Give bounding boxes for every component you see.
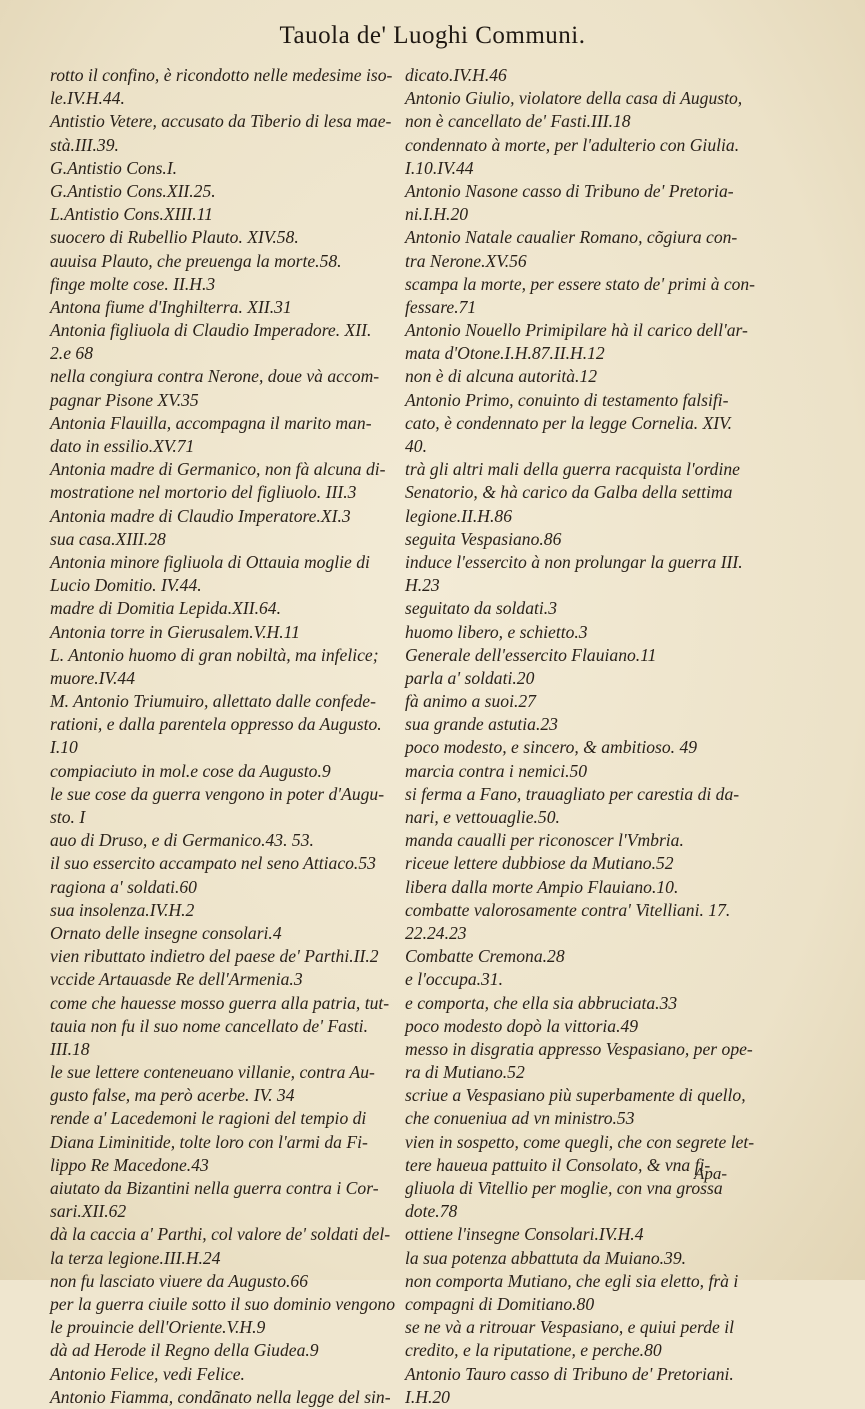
index-line: scampa la morte, per essere stato de' primi à con- bbox=[405, 273, 755, 294]
index-line: nella congiura contra Nerone, doue và accom- bbox=[50, 366, 380, 387]
index-line: G.Antistio Cons.XII.25. bbox=[50, 180, 216, 201]
index-line: madre di Domitia Lepida.XII.64. bbox=[50, 598, 281, 619]
index-line: ra di Mutiano.52 bbox=[405, 1062, 525, 1083]
index-line: sua grande astutia.23 bbox=[405, 714, 558, 735]
index-line: muore.IV.44 bbox=[50, 667, 136, 688]
index-line: dà la caccia a' Parthi, col valore de' soldati del- bbox=[50, 1224, 391, 1245]
index-line: G.Antistio Cons.I. bbox=[50, 157, 178, 178]
index-line: Antistio Vetere, accusato da Tiberio di lesa mae- bbox=[50, 111, 392, 132]
index-line: Antonio Felice, vedi Felice. bbox=[50, 1363, 245, 1384]
index-line: il suo essercito accampato nel seno Attiaco.53 bbox=[50, 853, 376, 874]
index-line: Antonia madre di Germanico, non fà alcuna di- bbox=[50, 459, 386, 480]
index-line: Ornato delle insegne consolari.4 bbox=[50, 922, 282, 943]
index-line: auuisa Plauto, che preuenga la morte.58. bbox=[50, 250, 342, 271]
index-line: lippo Re Macedone.43 bbox=[50, 1154, 209, 1175]
index-line: L.Antistio Cons.XIII.11 bbox=[50, 204, 213, 225]
index-line: Antonio Nouello Primipilare hà il carico dell'ar- bbox=[405, 320, 748, 341]
index-line: la sua potenza abbattuta da Muiano.39. bbox=[405, 1247, 687, 1268]
index-line: vien in sospetto, come quegli, che con segrete let- bbox=[405, 1131, 755, 1152]
index-line: messo in disgratia appresso Vespasiano, per ope- bbox=[405, 1038, 753, 1059]
index-line: Antonia torre in Gierusalem.V.H.11 bbox=[50, 621, 300, 642]
index-line: 40. bbox=[405, 436, 427, 456]
index-line: le prouincie dell'Oriente.V.H.9 bbox=[50, 1317, 266, 1338]
index-line: finge molte cose. II.H.3 bbox=[50, 273, 216, 294]
index-line: non è cancellato de' Fasti.III.18 bbox=[405, 111, 631, 132]
index-line: non è di alcuna autorità.12 bbox=[405, 366, 598, 387]
index-line: tra Nerone.XV.56 bbox=[405, 250, 527, 271]
index-line: gliuola di Vitellio per moglie, con vna grossa bbox=[405, 1178, 723, 1198]
index-line: dicato.IV.H.46 bbox=[405, 65, 507, 85]
index-line: suocero di Rubellio Plauto. XIV.58. bbox=[50, 227, 299, 248]
index-line: la terza legione.III.H.24 bbox=[50, 1247, 221, 1268]
index-line: come che hauesse mosso guerra alla patria, tut- bbox=[50, 992, 390, 1013]
right-column bbox=[405, 64, 755, 1409]
index-line: rotto il confino, è ricondotto nelle medesime iso- bbox=[50, 65, 393, 85]
index-line: Lucio Domitio. IV.44. bbox=[50, 575, 202, 596]
index-line: seguita Vespasiano.86 bbox=[405, 528, 562, 549]
index-line: e l'occupa.31. bbox=[405, 969, 504, 990]
index-line: se ne và a ritrouar Vespasiano, e quiui perde il bbox=[405, 1317, 735, 1338]
index-line: 22.24.23 bbox=[405, 922, 467, 943]
index-line: manda caualli per riconoscer l'Vmbria. bbox=[405, 830, 684, 851]
index-line: H.23 bbox=[405, 575, 440, 596]
catchword: Apa- bbox=[694, 1164, 728, 1183]
index-line: auo di Druso, e di Germanico.43. 53. bbox=[50, 830, 314, 851]
index-line: M. Antonio Triumuiro, allettato dalle confede- bbox=[50, 691, 376, 712]
index-line: Generale dell'essercito Flauiano.11 bbox=[405, 644, 657, 665]
index-line: Antona fiume d'Inghilterra. XII.31 bbox=[50, 296, 292, 317]
index-line: combatte valorosamente contra' Vitelliani. 17. bbox=[405, 899, 731, 920]
index-line: nari, e vettouaglie.50. bbox=[405, 807, 560, 827]
index-line: Antonio Giulio, violatore della casa di Augusto, bbox=[405, 88, 743, 109]
index-line: poco modesto, e sincero, & ambitioso. 49 bbox=[405, 737, 698, 758]
index-line: dote.78 bbox=[405, 1201, 458, 1222]
index-line: pagnar Pisone XV.35 bbox=[50, 389, 199, 410]
index-line: le sue lettere conteneuano villanie, contra Au- bbox=[50, 1062, 375, 1083]
index-line: che conueniua ad vn ministro.53 bbox=[405, 1108, 635, 1129]
index-line: tere haueua pattuito il Consolato, & vna fi- bbox=[405, 1154, 711, 1175]
index-line: Antonio Nasone casso di Tribuno de' Pretoria- bbox=[405, 180, 734, 201]
index-line: Antonio Tauro casso di Tribuno de' Pretoriani. bbox=[405, 1363, 734, 1384]
index-line: Diana Liminitide, tolte loro con l'armi da Fi- bbox=[50, 1131, 368, 1152]
index-line: vien ributtato indietro del paese de' Parthi.II.2 bbox=[50, 946, 379, 967]
index-line: Antonia figliuola di Claudio Imperadore. XII. bbox=[50, 320, 372, 341]
index-line: ottiene l'insegne Consolari.IV.H.4 bbox=[405, 1224, 644, 1245]
index-line: credito, e la riputatione, e perche.80 bbox=[405, 1340, 662, 1361]
index-line: tauia non fu il suo nome cancellato de' Fasti. bbox=[50, 1015, 368, 1036]
index-line: Senatorio, & hà carico da Galba della settima bbox=[405, 482, 733, 503]
index-line: aiutato da Bizantini nella guerra contra i Cor- bbox=[50, 1178, 379, 1198]
index-line: legione.II.H.86 bbox=[405, 505, 512, 526]
index-line: I.H.20 bbox=[405, 1386, 450, 1407]
index-line: non fu lasciato viuere da Augusto.66 bbox=[50, 1270, 309, 1291]
index-line: rationi, e dalla parentela oppresso da Augusto. bbox=[50, 714, 382, 735]
index-line: compagni di Domitiano.80 bbox=[405, 1293, 595, 1314]
index-line: L. Antonio huomo di gran nobiltà, ma infelice; bbox=[50, 644, 379, 665]
index-line: cato, è condennato per la legge Cornelia. XIV. bbox=[405, 412, 733, 433]
index-line: marcia contra i nemici.50 bbox=[405, 760, 588, 781]
index-line: stà.III.39. bbox=[50, 134, 119, 155]
index-line: Antonio Natale caualier Romano, cõgiura con- bbox=[405, 227, 738, 248]
index-line: si ferma a Fano, trauagliato per carestia di da- bbox=[405, 783, 740, 804]
index-line: mostratione nel mortorio del figliuolo. III.3 bbox=[50, 482, 357, 503]
index-line: non comporta Mutiano, che egli sia eletto, frà i bbox=[405, 1270, 739, 1291]
index-line: poco modesto dopò la vittoria.49 bbox=[405, 1015, 639, 1036]
index-line: parla a' soldati.20 bbox=[405, 667, 535, 688]
index-line: mata d'Otone.I.H.87.II.H.12 bbox=[405, 343, 605, 364]
index-line: Antonia minore figliuola di Ottauia moglie di bbox=[50, 551, 370, 572]
index-line: 2.e 68 bbox=[50, 343, 93, 364]
index-line: le.IV.H.44. bbox=[50, 88, 125, 109]
index-line: per la guerra ciuile sotto il suo dominio vengono bbox=[50, 1293, 396, 1314]
index-line: I.10.IV.44 bbox=[405, 157, 474, 178]
index-line: scriue a Vespasiano più superbamente di quello, bbox=[405, 1085, 746, 1106]
index-line: compiaciuto in mol.e cose da Augusto.9 bbox=[50, 760, 331, 781]
index-line: dà ad Herode il Regno della Giudea.9 bbox=[50, 1340, 319, 1361]
index-line: ni.I.H.20 bbox=[405, 204, 469, 225]
index-line: seguitato da soldati.3 bbox=[405, 598, 557, 619]
index-line: I.10 bbox=[50, 737, 78, 758]
index-line: condennato à morte, per l'adulterio con Giulia. bbox=[405, 134, 740, 155]
index-line: Antonia Flauilla, accompagna il marito man- bbox=[50, 412, 372, 433]
index-line: sua insolenza.IV.H.2 bbox=[50, 899, 195, 920]
index-line: gusto false, ma però acerbe. IV. 34 bbox=[50, 1085, 295, 1106]
index-line: Antonio Fiamma, condãnato nella legge del sin- bbox=[50, 1386, 391, 1407]
index-line: fà animo a suoi.27 bbox=[405, 691, 536, 712]
index-line: sua casa.XIII.28 bbox=[50, 528, 166, 549]
index-line: vccide Artauasde Re dell'Armenia.3 bbox=[50, 969, 303, 990]
left-column bbox=[50, 64, 400, 1409]
index-line: sto. I bbox=[50, 807, 86, 827]
index-line: libera dalla morte Ampio Flauiano.10. bbox=[405, 876, 679, 897]
index-line: Antonia madre di Claudio Imperatore.XI.3 bbox=[50, 505, 351, 526]
page-title: Tauola de' Luoghi Communi. bbox=[279, 22, 586, 49]
index-line: induce l'essercito à non prolungar la guerra III. bbox=[405, 551, 743, 572]
index-line: rende a' Lacedemoni le ragioni del tempio di bbox=[50, 1108, 367, 1129]
index-line: III.18 bbox=[50, 1038, 90, 1059]
index-line: dato in essilio.XV.71 bbox=[50, 436, 195, 456]
index-line: le sue cose da guerra vengono in poter d'Augu- bbox=[50, 783, 385, 804]
index-line: fessare.71 bbox=[405, 296, 477, 317]
index-line: huomo libero, e schietto.3 bbox=[405, 621, 588, 642]
index-line: Antonio Primo, conuinto di testamento falsifi- bbox=[405, 389, 729, 410]
index-line: Combatte Cremona.28 bbox=[405, 946, 565, 967]
index-line: riceue lettere dubbiose da Mutiano.52 bbox=[405, 853, 674, 874]
index-line: trà gli altri mali della guerra racquista l'ordine bbox=[405, 459, 740, 480]
index-line: e comporta, che ella sia abbruciata.33 bbox=[405, 992, 678, 1013]
index-line: sari.XII.62 bbox=[50, 1201, 127, 1222]
index-line: ragiona a' soldati.60 bbox=[50, 876, 197, 897]
